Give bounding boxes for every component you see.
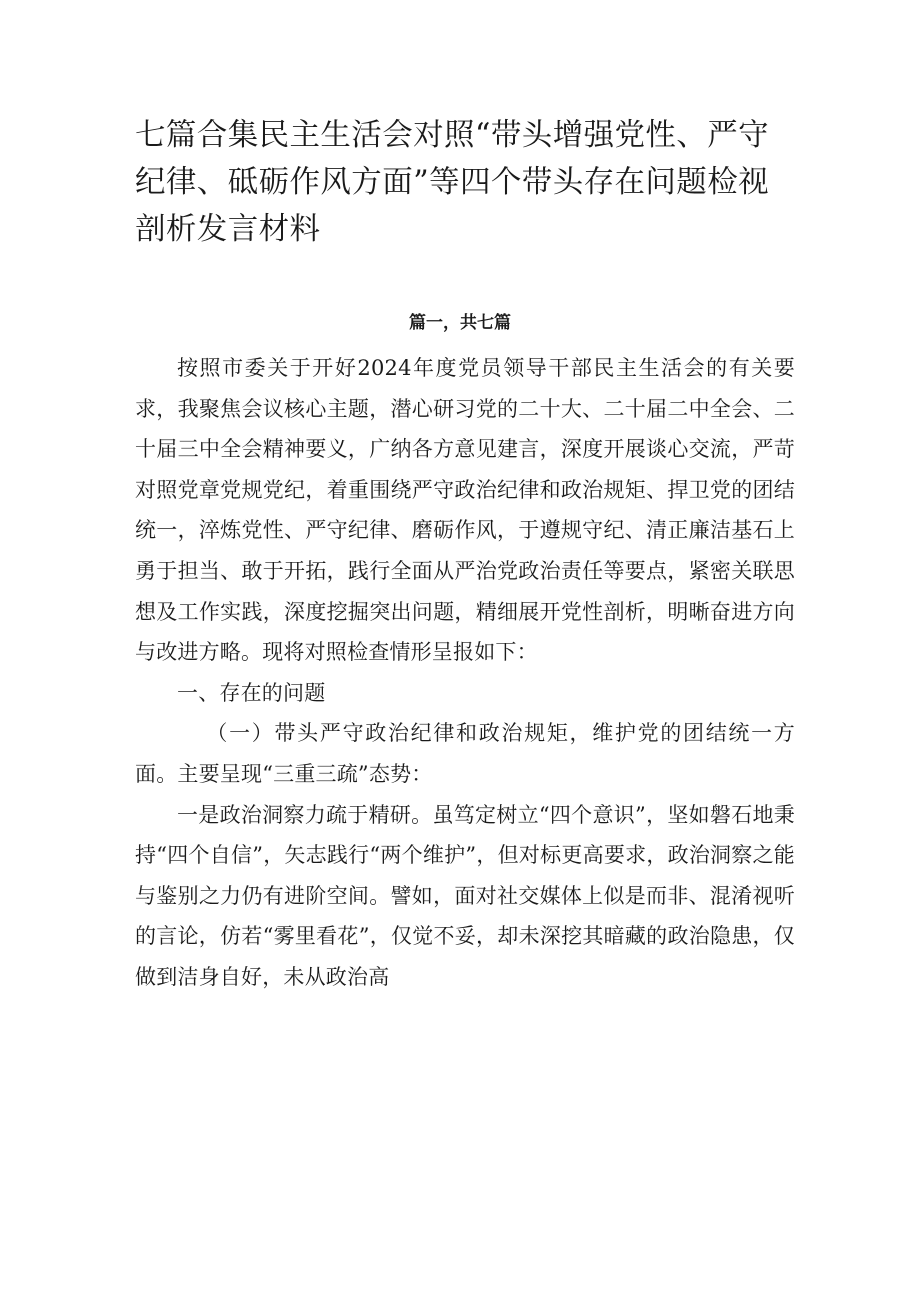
point-paragraph-1: 一是政治洞察力疏于精研。虽笃定树立“四个意识”，坚如磐石地秉持“四个自信”，矢志践行“两个维护”，但对标更高要求，政治洞察之能与鉴别之力仍有进阶空间。譬如，面对社交媒体上似是而非、混淆视听的言论，仿若“雾里看花”，仅觉不妥，却未深挖其暗藏的政治隐患，仅做到洁身自好，未从政治高 xyxy=(135,802,795,989)
document-body xyxy=(135,348,795,998)
document-subtitle: 篇一，共七篇 xyxy=(409,313,511,333)
document-title: 七篇合集民主生活会对照“带头增强党性、严守纪律、砥砺作风方面”等四个带头存在问题检视剖析发言材料 xyxy=(135,118,769,247)
intro-paragraph: 按照市委关于开好2024年度党员领导干部民主生活会的有关要求，我聚焦会议核心主题，潜心研习党的二十大、二十届二中全会、二十届三中全会精神要义，广纳各方意见建言，深度开展谈心交流，严苛对照党章党规党纪，着重围绕严守政治纪律和政治规矩、捍卫党的团结统一，淬炼党性、严守纪律、磨砺作风，于遵规守纪、清正廉洁基石上勇于担当、敢于开拓，践行全面从严治党政治责任等要点，紧密关联思想及工作实践，深度挖掘突出问题，精细展开党性剖析，明晰奋进方向与改进方略。现将对照检查情形呈报如下： xyxy=(135,356,795,665)
subsection-heading-1: （一）带头严守政治纪律和政治规矩，维护党的团结统一方面。主要呈现“三重三疏”态势： xyxy=(135,721,795,786)
section-heading-problems: 一、存在的问题 xyxy=(177,680,326,705)
